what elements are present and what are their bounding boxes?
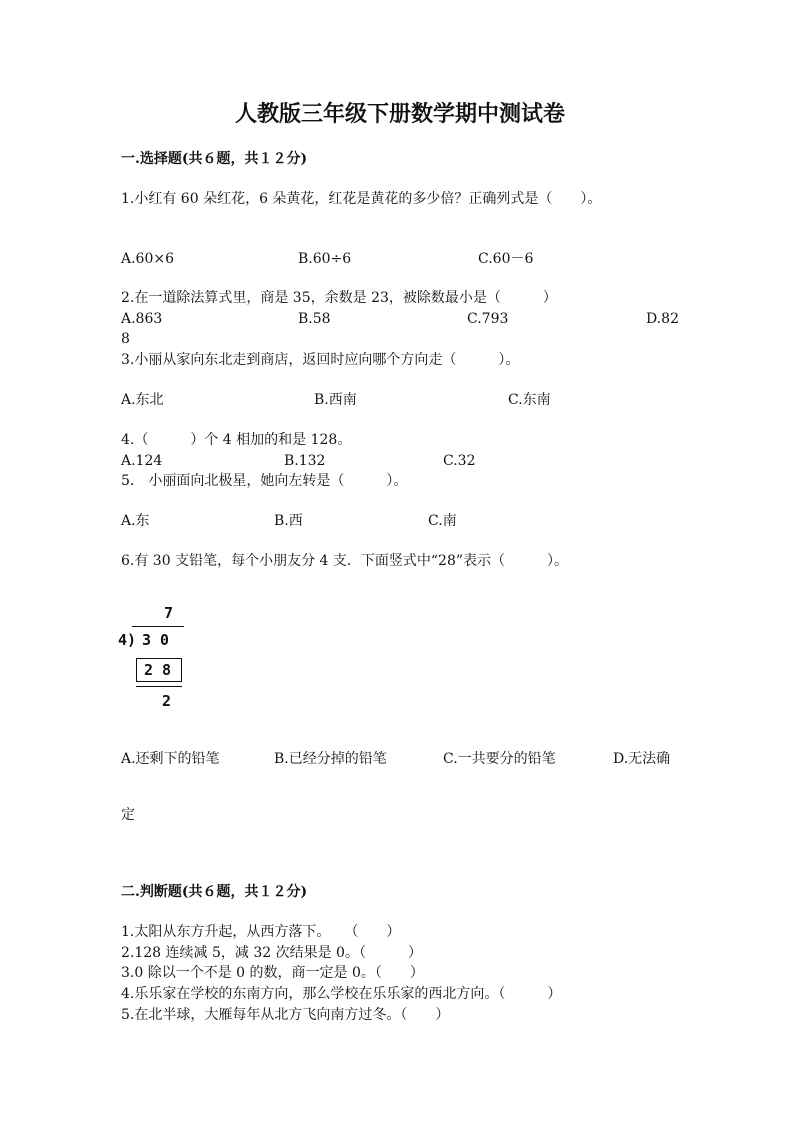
question-1-option-a[interactable]: A.60×6	[121, 251, 175, 267]
long-division-figure	[118, 600, 198, 712]
question-4-option-b[interactable]: B.132	[284, 453, 326, 469]
question-1-option-b[interactable]: B.60÷6	[298, 251, 352, 267]
judgment-item-2: 2.128 连续减 5，减 32 次结果是 0。（ ）	[121, 945, 422, 961]
question-6-text: 6.有 30 支铅笔，每个小朋友分 4 支．下面竖式中“28”表示（ ）。	[121, 553, 569, 569]
subtraction-line	[136, 686, 182, 687]
question-5-option-c[interactable]: C.南	[428, 513, 457, 529]
question-6-option-a[interactable]: A.还剩下的铅笔	[121, 751, 220, 767]
question-3-text: 3.小丽从家向东北走到商店，返回时应向哪个方向走（ ）。	[121, 352, 520, 368]
judgment-item-5: 5.在北半球，大雁每年从北方飞向南方过冬。（ ）	[121, 1007, 450, 1023]
question-4-option-a[interactable]: A.124	[121, 453, 163, 469]
division-bar	[132, 626, 184, 627]
question-2-option-c[interactable]: C.793	[467, 311, 509, 327]
section-heading-judgment: 二.判断题(共６题，共１２分)	[121, 884, 308, 900]
question-4-text: 4.（ ）个 4 相加的和是 128。	[121, 432, 352, 448]
judgment-item-3: 3.0 除以一个不是 0 的数，商一定是 0。（ ）	[121, 965, 424, 981]
question-6-option-d[interactable]: D.无法确	[613, 751, 671, 767]
question-6-option-c[interactable]: C.一共要分的铅笔	[443, 751, 556, 767]
question-2-text: 2.在一道除法算式里，商是 35，余数是 23，被除数最小是（ ）	[121, 290, 557, 306]
question-5-option-a[interactable]: A.东	[121, 513, 150, 529]
question-2-option-b[interactable]: B.58	[298, 311, 331, 327]
question-3-option-a[interactable]: A.东北	[121, 392, 164, 408]
division-quotient: 7	[164, 604, 174, 622]
question-6-option-d-wrap: 定	[121, 807, 135, 823]
question-5-option-b[interactable]: B.西	[274, 513, 303, 529]
question-3-option-c[interactable]: C.东南	[508, 392, 551, 408]
question-1-text: 1.小红有 60 朵红花，6 朵黄花，红花是黄花的多少倍？正确列式是（ ）。	[121, 191, 602, 207]
judgment-item-1: 1.太阳从东方升起，从西方落下。 （ ）	[121, 924, 401, 940]
question-2-option-d[interactable]: D.82	[646, 311, 679, 327]
question-1-option-c[interactable]: C.60－6	[478, 251, 534, 267]
division-remainder: 2	[162, 692, 172, 710]
question-6-option-b[interactable]: B.已经分掉的铅笔	[274, 751, 387, 767]
question-5-text: 5. 小丽面向北极星，她向左转是（ ）。	[121, 473, 408, 489]
page-title: 人教版三年级下册数学期中测试卷	[234, 101, 565, 127]
question-2-option-d-wrap: 8	[121, 331, 130, 347]
division-product: 2 8	[144, 661, 172, 679]
section-heading-choice: 一.选择题(共６题，共１２分)	[121, 151, 308, 167]
question-3-option-b[interactable]: B.西南	[314, 392, 357, 408]
division-dividend: 3 0	[142, 631, 170, 649]
question-2-option-a[interactable]: A.863	[121, 311, 163, 327]
question-4-option-c[interactable]: C.32	[443, 453, 476, 469]
division-divisor: 4)	[118, 631, 137, 649]
judgment-item-4: 4.乐乐家在学校的东南方向，那么学校在乐乐家的西北方向。（ ）	[121, 986, 562, 1002]
